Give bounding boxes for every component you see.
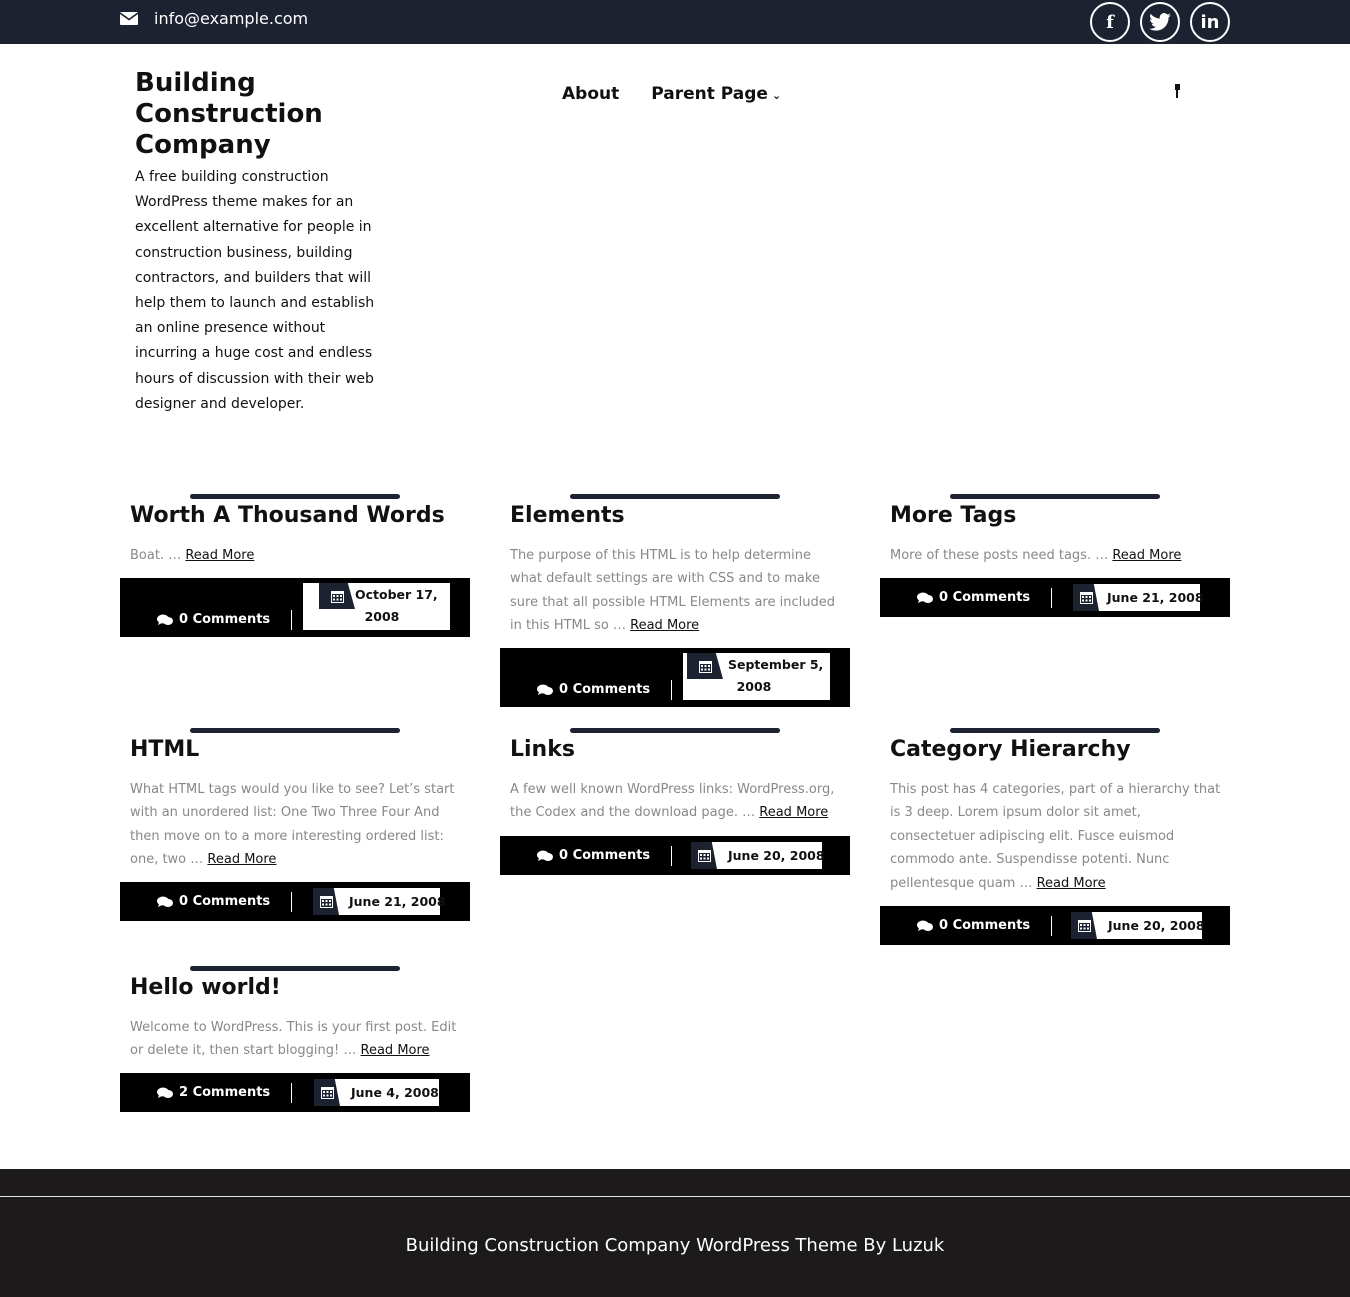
comments-icon xyxy=(917,592,933,604)
read-more-link[interactable]: Read More xyxy=(759,805,829,821)
excerpt-text: Boat. … xyxy=(130,548,186,563)
comments-icon xyxy=(157,896,173,908)
excerpt-text: More of these posts need tags. … xyxy=(890,548,1113,563)
read-more-link[interactable]: Read More xyxy=(1112,548,1182,563)
calendar-icon xyxy=(1071,912,1097,939)
post-card xyxy=(880,494,1230,619)
footer-credit: Building Construction Company WordPress Theme By Luzuk xyxy=(405,1235,945,1256)
contact-email-text: info@example.com xyxy=(154,9,309,28)
post-title[interactable]: More Tags xyxy=(890,503,1017,528)
comments-link[interactable] xyxy=(537,848,650,863)
envelope-icon xyxy=(120,12,138,25)
meta-separator xyxy=(291,1083,292,1103)
title-divider xyxy=(190,966,400,971)
post-title[interactable]: Links xyxy=(510,737,575,762)
site-footer xyxy=(0,1169,1350,1297)
post-card xyxy=(120,728,470,923)
title-divider xyxy=(570,494,780,499)
date-line: June 20, 2008 xyxy=(728,848,825,863)
comments-count: 0 Comments xyxy=(939,918,1031,933)
post-date[interactable] xyxy=(683,653,830,700)
comments-link[interactable] xyxy=(917,590,1030,605)
post-date[interactable] xyxy=(1073,584,1204,611)
calendar-icon xyxy=(314,1079,340,1106)
chevron-down-icon: ⌄ xyxy=(771,89,782,102)
meta-separator xyxy=(671,846,672,866)
post-meta-bar xyxy=(120,1073,470,1112)
excerpt-text: This post has 4 categories, part of a hierarchy that is 3 deep. Lorem ipsum dolor sit amet, consectetuer adipiscing elit. Fusce euismod commodo ante. Suspendisse potenti. Nunc pellentesque quam … xyxy=(890,782,1221,891)
twitter-icon[interactable] xyxy=(1140,2,1180,42)
post-card xyxy=(120,494,470,639)
post-date[interactable] xyxy=(691,842,825,869)
post-meta-bar xyxy=(500,648,850,707)
read-more-link[interactable]: Read More xyxy=(207,852,277,868)
post-title[interactable]: Category Hierarchy xyxy=(890,737,1131,762)
footer-divider xyxy=(0,1196,1350,1197)
read-more-link[interactable]: Read More xyxy=(360,1043,430,1059)
post-excerpt xyxy=(510,544,845,638)
title-divider xyxy=(190,728,400,733)
read-more-link[interactable]: Read More xyxy=(630,618,700,634)
post-excerpt xyxy=(130,778,465,872)
post-excerpt xyxy=(130,544,465,567)
title-divider xyxy=(950,728,1160,733)
date-text xyxy=(723,654,823,698)
meta-separator xyxy=(1051,916,1052,936)
comments-count: 0 Comments xyxy=(179,612,271,627)
comments-link[interactable] xyxy=(157,894,270,909)
date-text xyxy=(351,1082,439,1104)
calendar-icon xyxy=(319,583,355,609)
post-excerpt xyxy=(510,778,845,825)
date-line: 2008 xyxy=(736,679,772,694)
post-excerpt xyxy=(890,544,1225,567)
post-card xyxy=(880,728,1230,948)
comments-count: 0 Comments xyxy=(179,894,271,909)
date-line: June 4, 2008 xyxy=(351,1085,439,1100)
contact-email[interactable] xyxy=(120,9,308,28)
date-text xyxy=(1108,915,1205,937)
date-text xyxy=(355,584,438,628)
excerpt-text: The purpose of this HTML is to help determine what default settings are with CSS and to make sure that all possible HTML Elements are included in this HTML so … xyxy=(510,548,835,634)
comments-icon xyxy=(537,850,553,862)
post-meta-bar xyxy=(880,906,1230,945)
post-title[interactable]: Hello world! xyxy=(130,975,281,1000)
nav-item-parent-page[interactable] xyxy=(651,84,781,104)
nav-item-label: Parent Page xyxy=(651,84,768,104)
site-title[interactable]: Building Construction Company xyxy=(135,68,323,160)
meta-separator xyxy=(291,892,292,912)
meta-separator xyxy=(1051,588,1052,608)
post-meta-bar xyxy=(120,578,470,637)
menu-toggle-icon[interactable] xyxy=(1173,83,1181,99)
title-divider xyxy=(570,728,780,733)
comments-link[interactable] xyxy=(157,612,270,627)
post-card xyxy=(120,966,470,1114)
meta-separator xyxy=(671,680,672,700)
comments-count: 0 Comments xyxy=(559,682,651,697)
comments-count: 0 Comments xyxy=(559,848,651,863)
comments-icon xyxy=(917,920,933,932)
read-more-link[interactable]: Read More xyxy=(1036,875,1106,891)
post-title[interactable]: Elements xyxy=(510,503,625,528)
date-line: 2008 xyxy=(364,609,400,624)
nav-item-about[interactable]: About xyxy=(562,84,620,104)
date-text xyxy=(349,891,446,913)
date-line: September 5, xyxy=(728,657,824,672)
calendar-icon xyxy=(691,842,717,869)
post-card xyxy=(500,494,850,709)
social-links xyxy=(1090,2,1230,42)
calendar-icon xyxy=(313,888,339,915)
post-meta-bar xyxy=(500,836,850,875)
main-nav xyxy=(562,84,781,104)
title-divider xyxy=(950,494,1160,499)
facebook-icon[interactable]: f xyxy=(1090,2,1130,42)
date-line: June 20, 2008 xyxy=(1108,918,1205,933)
title-divider xyxy=(190,494,400,499)
post-meta-bar xyxy=(120,882,470,921)
date-line: October 17, xyxy=(355,587,438,602)
comments-icon xyxy=(157,614,173,626)
post-title[interactable]: Worth A Thousand Words xyxy=(130,503,445,528)
calendar-icon xyxy=(687,653,723,679)
meta-separator xyxy=(291,610,292,630)
excerpt-text: A few well known WordPress links: WordPress.org, the Codex and the download page. … xyxy=(510,782,835,821)
excerpt-text: Welcome to WordPress. This is your first post. Edit or delete it, then start blogging! … xyxy=(130,1020,457,1059)
post-date[interactable] xyxy=(313,888,446,915)
comments-link[interactable] xyxy=(537,682,650,697)
site-branding xyxy=(135,68,385,417)
post-date[interactable] xyxy=(314,1079,439,1106)
linkedin-icon[interactable]: in xyxy=(1190,2,1230,42)
date-line: June 21, 2008 xyxy=(1107,590,1204,605)
post-title[interactable]: HTML xyxy=(130,737,200,762)
comments-link[interactable] xyxy=(157,1085,270,1100)
post-date[interactable] xyxy=(1071,912,1205,939)
post-meta-bar xyxy=(880,578,1230,617)
post-excerpt xyxy=(890,778,1225,895)
comments-count: 0 Comments xyxy=(939,590,1031,605)
comments-link[interactable] xyxy=(917,918,1030,933)
comments-icon xyxy=(157,1087,173,1099)
comments-icon xyxy=(537,684,553,696)
post-excerpt xyxy=(130,1016,465,1063)
post-date[interactable] xyxy=(303,583,450,630)
calendar-icon xyxy=(1073,584,1099,611)
date-text xyxy=(728,845,825,867)
read-more-link[interactable]: Read More xyxy=(185,548,255,563)
site-description: A free building construction WordPress theme makes for an excellent alternative for people in construction business, building contractors, and builders that will help them to launch and establish an online presence without incurring a huge cost and endless hours of discussion with their web designer and developer. xyxy=(135,169,375,412)
date-line: June 21, 2008 xyxy=(349,894,446,909)
top-bar xyxy=(0,0,1350,44)
post-card xyxy=(500,728,850,878)
comments-count: 2 Comments xyxy=(179,1085,271,1100)
date-text xyxy=(1107,587,1204,609)
excerpt-text: What HTML tags would you like to see? Let’s start with an unordered list: One Two Three Four And then move on to a more interesting ordered list: one, two … xyxy=(130,782,455,868)
